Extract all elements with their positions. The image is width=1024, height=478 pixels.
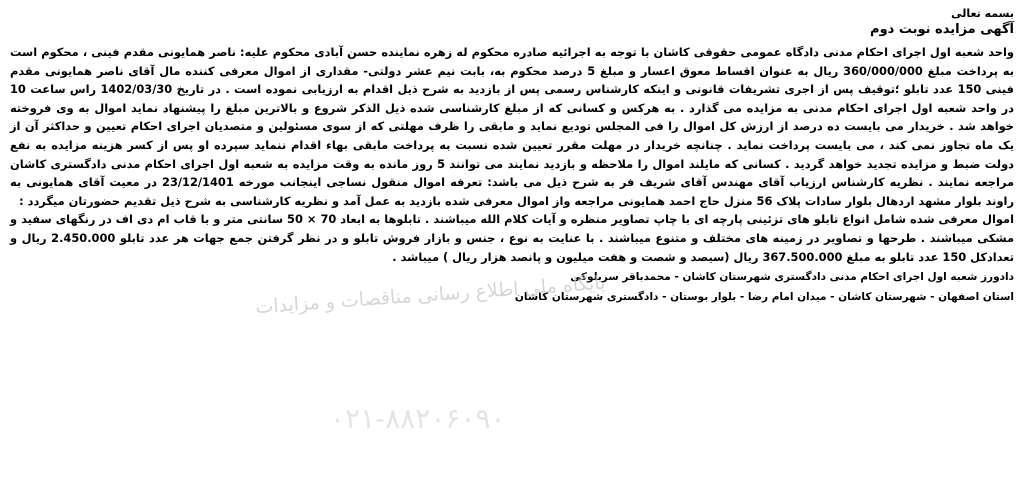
notice-title: آگهی مزایده نوبت دوم: [870, 22, 1014, 37]
address-line: استان اصفهان - شهرستان کاشان - میدان امام رضا - بلوار بوستان - دادگستری شهرستان کاشان: [514, 291, 1014, 304]
notice-paragraph-2: اموال معرفی شده شامل انواع تابلو های تزئینی پارچه ای با چاپ تصاویر منظره و آیات کلام الله میباشند . تابلوها به ابعاد 70 × 50 سانتی متر و با قاب ام دی اف در رنگهای سفید و مشکی میباشند . طرحها و تصاویر در زمینه های مختلف و متنوع میباشند . با عنایت به نوع ، جنس و بازار فروش تابلو و در نظر گرفتن جمع جهات هر عدد تابلو 2.450.000 ریال و تعدادکل 150 عدد تابلو به مبلغ 367.500.000 ریال (سیصد و شصت و هفت میلیون و پانصد هزار ریال ) میباشد .: [10, 212, 1015, 264]
notice-paragraph-1: واحد شعبه اول اجرای احکام مدنی دادگاه عمومی حقوقی کاشان با توجه به اجرائیه صادره محکوم له زهره نماینده حسن آبادی محکوم علیه: ناصر همایونی مقدم فینی ، محکوم است به پرداخت مبلغ 360/000/000 ریال به عنوان اقساط معوق اعسار و مبلغ 5 درصد محکوم به، بابت نیم عشر دولتی- مقداری از اموال معرفی کننده مال آقای ناصر همایونی مقدم فینی 150 عدد تابلو ؛توقیف پس از اجری تشریفات قانونی و اینکه کارشناس رسمی پس از بازدید به شرح ذیل اقدام به ارزیابی نموده است . در تاریخ 1402/03/30 راس ساعت 10 در واحد شعبه اول اجرای احکام مدنی به مزایده می گذارد . به هرکس و کسانی که از مبلغ کارشناسی شده ذیل الذکر شروع و بالاترین مبلغ را پیشنهاد نماید اموال به وی فروخته خواهد شد . خریدار می بایست ده درصد از ارزش کل اموال را فی المجلس تودیع نماید و مابقی را ظرف مهلتی که از سوی مسئولین و متصدیان اجرای احکام تعیین و حداکثر آن از یک ماه تجاوز نمی کند ، می بایست پرداخت نماید . چنانچه خریدار در مهلت مقرر تعیین شده نسبت به پرداخت مابقی بهاء اقدام ننماید سپرده او پس از کسر هزینه مزایده به نفع دولت ضبط و مزایده تجدید خواهد گردید . کسانی که مایلند اموال را ملاحظه و بازدید نمایند می توانند 5 روز مانده به وقت مزایده به شعبه اول اجرای احکام مدنی دادگستری کاشان مراجعه نمایند . نظریه کارشناس ارزیاب آقای مهندس آقای شریف فر به شرح ذیل می باشد: تعرفه اموال منقول نساجی اینجانب مورخه 23/12/1401 در معیت آقای همایونی به راوند بلوار مشهد اردهال بلوار سادات پلاک 56 منزل حاج احمد همایونی مراجعه واز اموال معرفی شده بازدید به عمل آمد و نظریه کارشناسی به شرح ذیل تقدیم حضورتان میگردد :: [10, 45, 1015, 208]
notice-header: [10, 6, 1014, 38]
bismillah: بسمه تعالی: [951, 7, 1014, 20]
watermark-text: پایگاه ملی اطلاع رسانی مناقصات و مزایدات: [254, 271, 607, 319]
watermark-phone: ۰۲۱-۸۸۲۰۶۰۹۰: [330, 402, 506, 435]
notice-footer: [10, 267, 1014, 307]
signature-line: دادورز شعبه اول اجرای احکام مدنی دادگستری شهرستان کاشان - محمدباقر سربلوکی: [570, 271, 1014, 284]
